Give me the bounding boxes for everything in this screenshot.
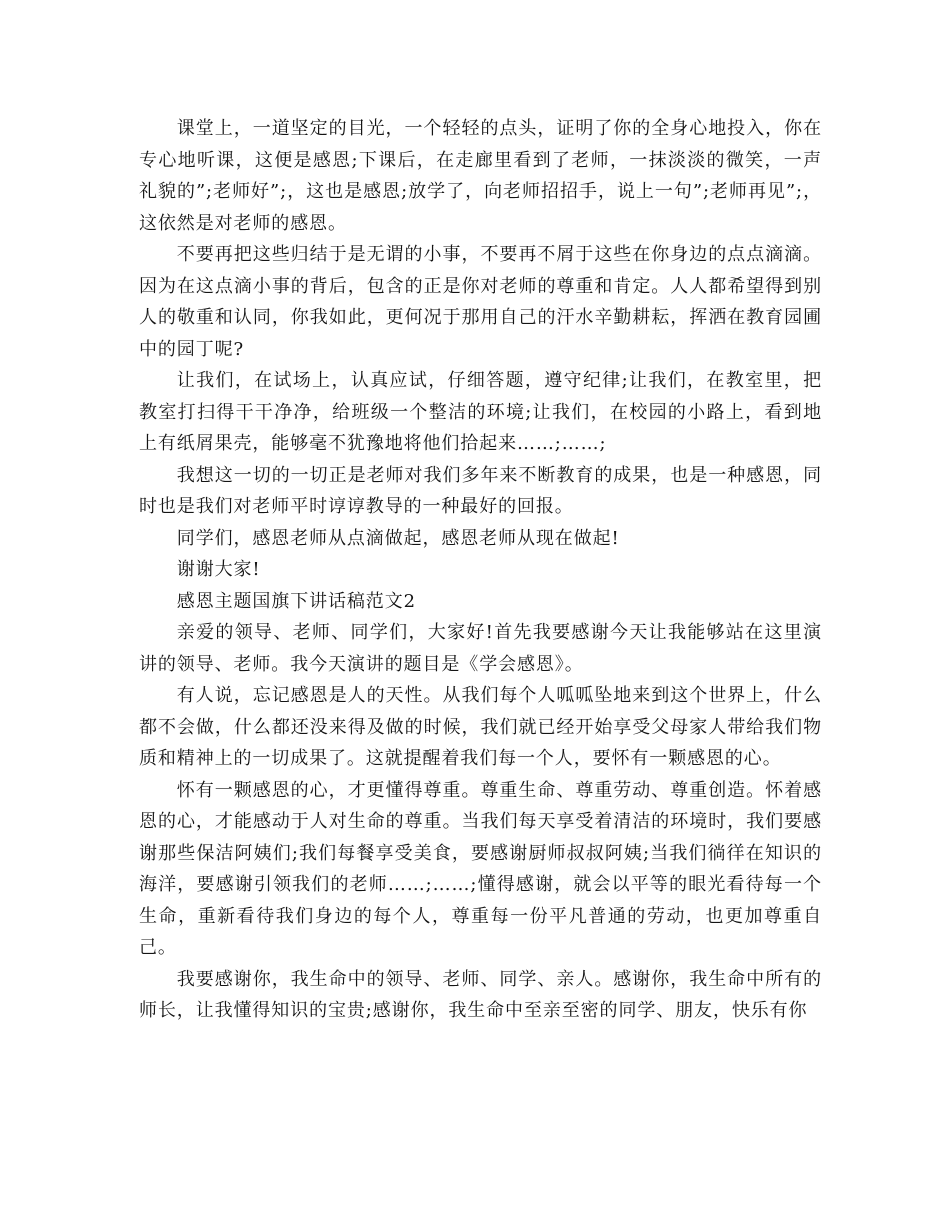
paragraph: 我要感谢你，我生命中的领导、老师、同学、亲人。感谢你，我生命中所有的师长，让我懂得知识的宝贵;感谢你，我生命中至亲至密的同学、朋友，快乐有你 — [139, 968, 822, 1021]
paragraph: 谢谢大家! — [176, 559, 261, 580]
paragraph: 同学们，感恩老师从点滴做起，感恩老师从现在做起! — [176, 527, 620, 549]
section-title: 感恩主题国旗下讲话稿范文2 — [176, 590, 416, 612]
paragraph: 不要再把这些归结于是无谓的小事，不要再不屑于这些在你身边的点点滴滴。因为在这点滴小事的背后，包含的正是你对老师的尊重和肯定。人人都希望得到别人的敬重和认同，你我如此，更何况于那用自己的汗水辛勤耕耘，挥洒在教育园圃中的园丁呢? — [139, 244, 822, 360]
paragraph: 我想这一切的一切正是老师对我们多年来不断教育的成果，也是一种感恩，同时也是我们对老师平时谆谆教导的一种最好的回报。 — [139, 464, 822, 517]
paragraph: 让我们，在试场上，认真应试，仔细答题，遵守纪律;让我们，在教室里，把教室打扫得干干净净，给班级一个整洁的环境;让我们，在校园的小路上，看到地上有纸屑果壳，能够毫不犹豫地将他们拾起来……;……; — [139, 370, 822, 454]
paragraph: 亲爱的领导、老师、同学们，大家好!首先我要感谢今天让我能够站在这里演讲的领导、老师。我今天演讲的题目是《学会感恩》。 — [139, 622, 822, 675]
paragraph: 怀有一颗感恩的心，才更懂得尊重。尊重生命、尊重劳动、尊重创造。怀着感恩的心，才能感动于人对生命的尊重。当我们每天享受着清洁的环境时，我们要感谢那些保洁阿姨们;我们每餐享受美食，要感谢厨师叔叔阿姨;当我们徜徉在知识的海洋，要感谢引领我们的老师……;……;懂得感谢，就会以平等的眼光看待每一个生命，重新看待我们身边的每个人，尊重每一份平凡普通的劳动，也更加尊重自己。 — [139, 779, 822, 958]
paragraph: 课堂上，一道坚定的目光，一个轻轻的点头，证明了你的全身心地投入，你在专心地听课，这便是感恩;下课后，在走廊里看到了老师，一抹淡淡的微笑，一声礼貌的”;老师好”;，这也是感恩;放学了，向老师招招手，说上一句”;老师再见”;，这依然是对老师的感恩。 — [139, 118, 822, 234]
paragraph: 有人说，忘记感恩是人的天性。从我们每个人呱呱坠地来到这个世界上，什么都不会做，什么都还没来得及做的时候，我们就已经开始享受父母家人带给我们物质和精神上的一切成果了。这就提醒着我们每一个人，要怀有一颗感恩的心。 — [139, 685, 822, 769]
